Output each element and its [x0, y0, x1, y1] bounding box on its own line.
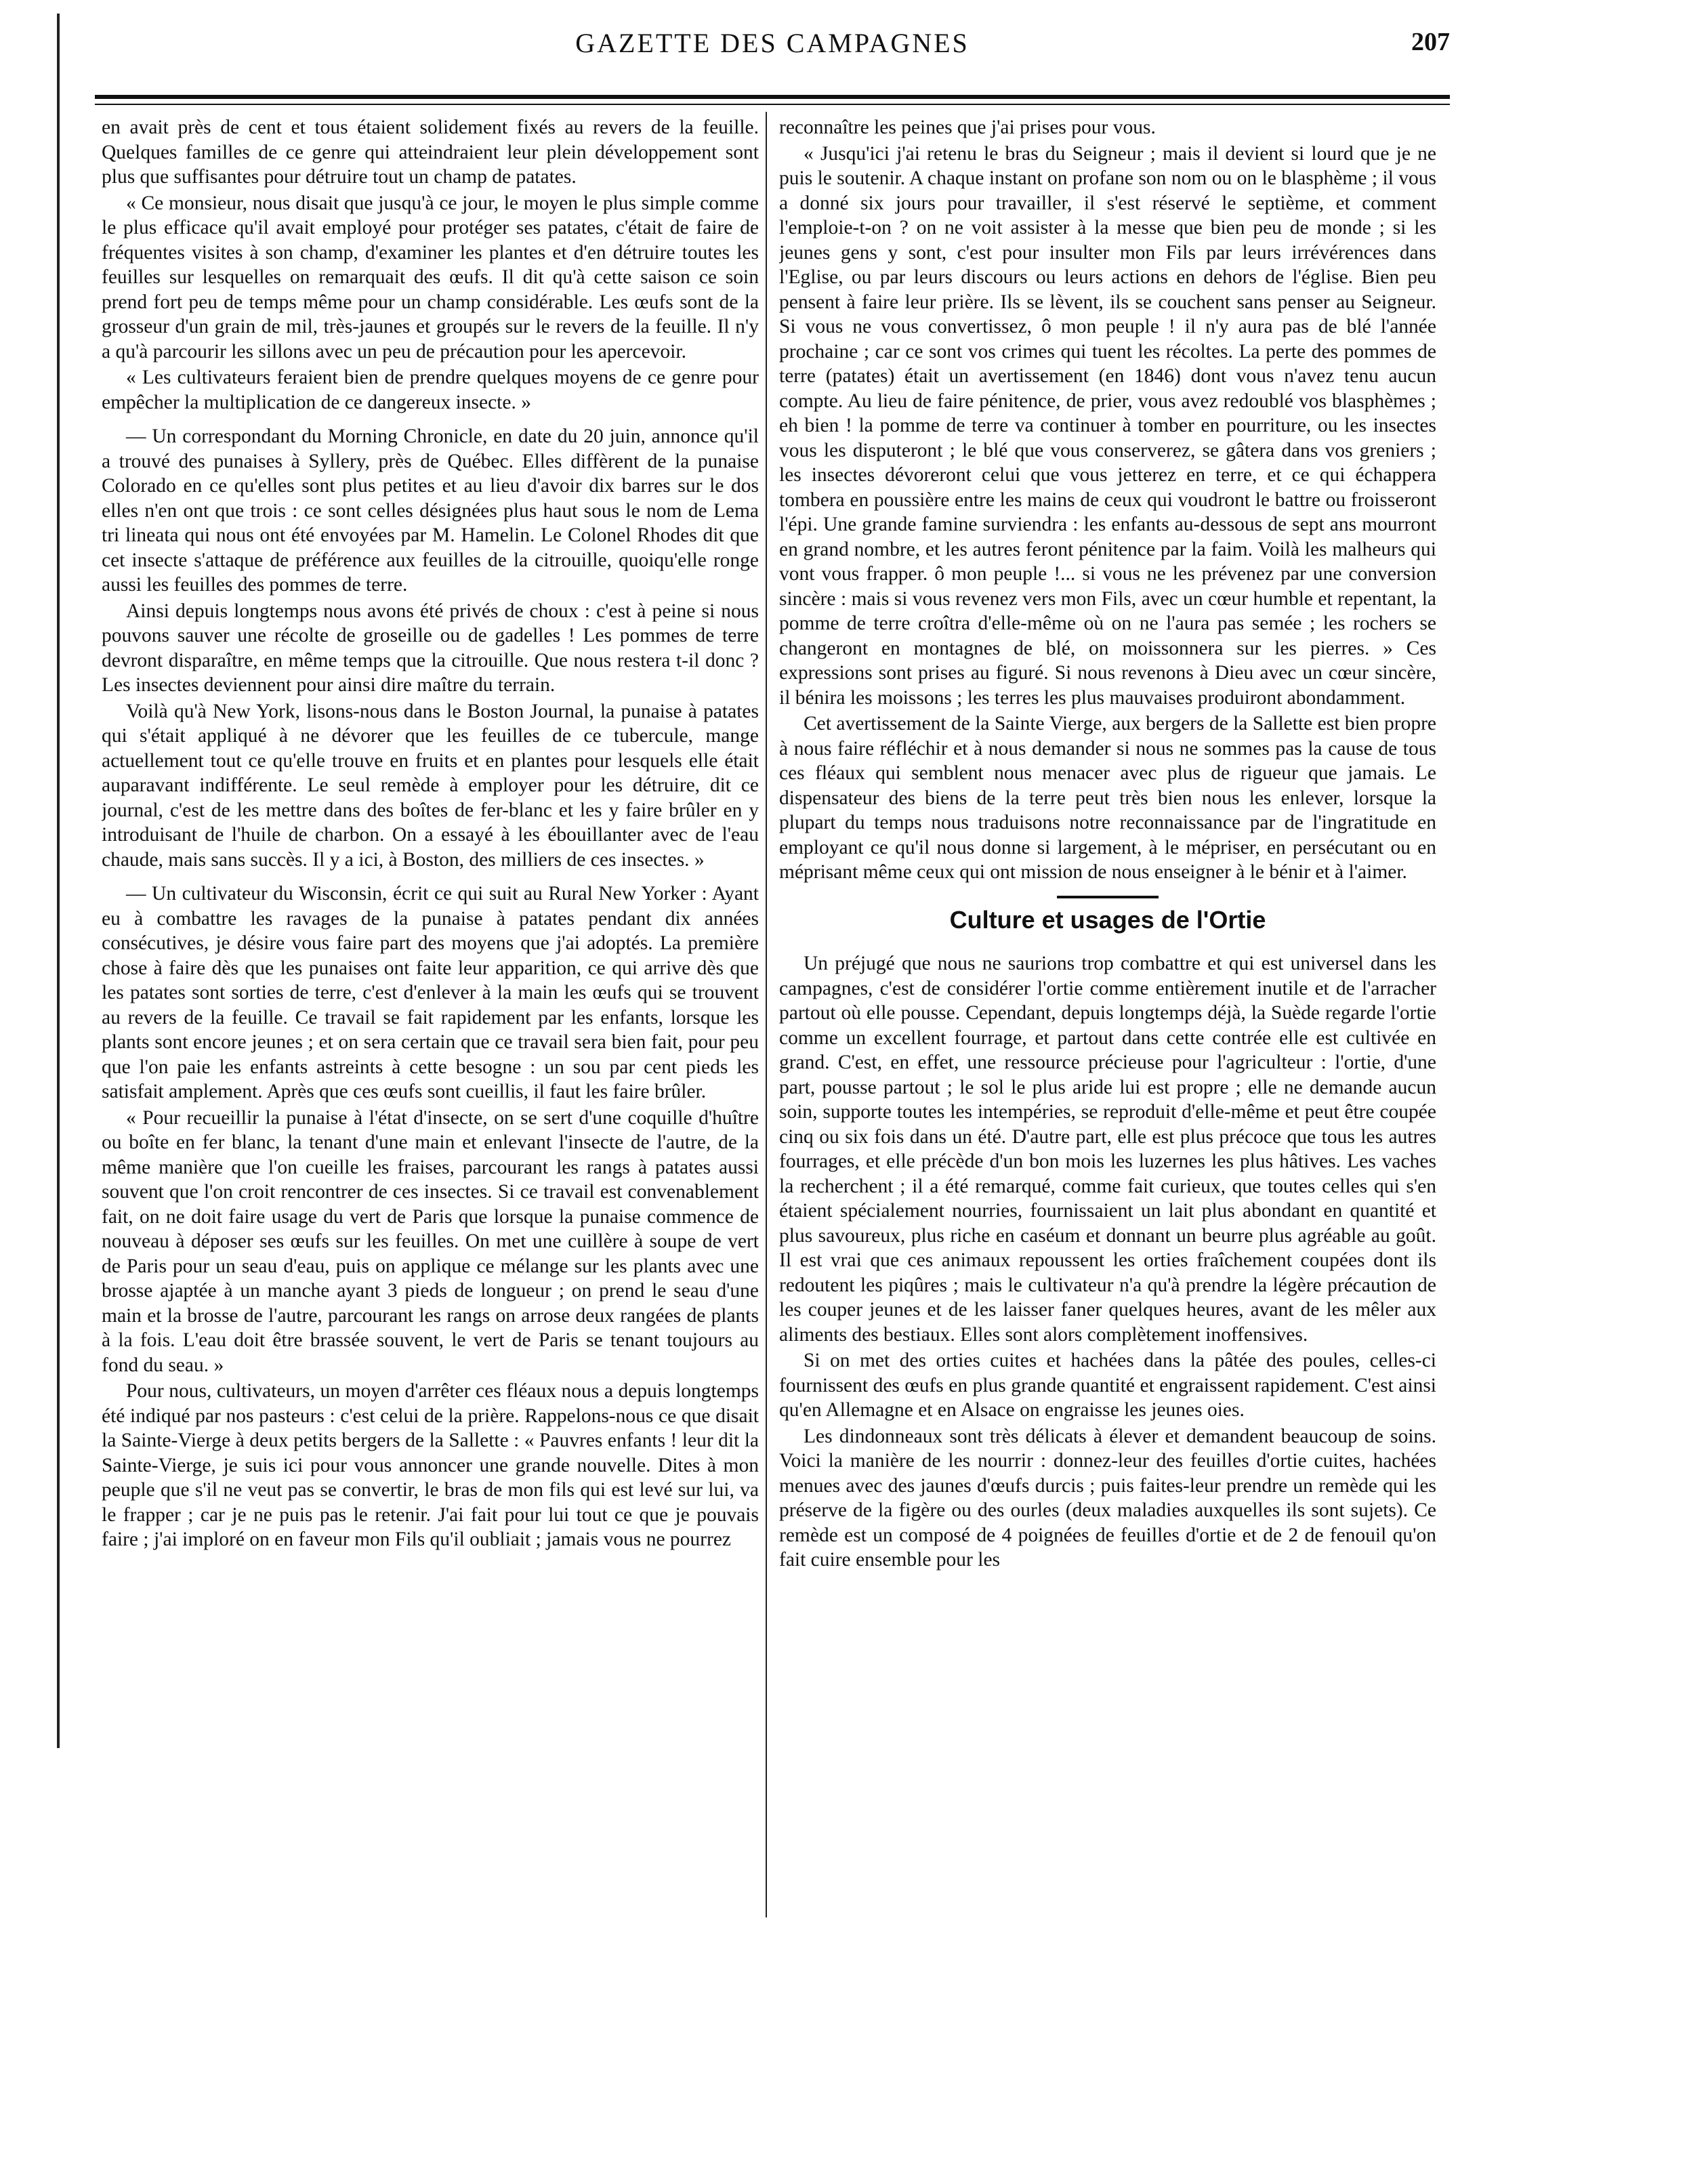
section-heading: Culture et usages de l'Ortie: [949, 905, 1266, 934]
paragraph: Voilà qu'à New York, lisons-nous dans le Boston Journal, la punaise à patates qui s'était appliqué à ne dévorer que les feuilles de ce tubercule, mange actuellement tout ce qu'elle trouve en fruits et en plantes pour lesquels elle était auparavant indifférente. Le seul remède à employer pour les détruire, dit ce journal, c'est de les mettre dans des boîtes de fer-blanc et les y faire brûler en y introduisant de l'huile de charbon. On a essayé à les ébouillanter avec de l'eau chaude, mais sans succès. Il y a ici, à Boston, des milliers de ces insectes. »: [102, 700, 759, 871]
page-number: 207: [1411, 28, 1450, 56]
paragraph: reconnaître les peines que j'ai prises pour vous.: [779, 117, 1156, 138]
paragraph: Un préjugé que nous ne saurions trop combattre et qui est universel dans les campagnes, c'est de considérer l'ortie comme entièrement inutile et de l'arracher partout où elle pousse. Cependant, depuis longtemps déjà, la Suède regarde l'ortie comme un excellent fourrage, et partout dans cette contrée elle est cultivée en grand. C'est, en effet, une ressource précieuse pour l'agriculteur : l'ortie, d'une part, pousse partout ; le sol le plus aride lui est propre ; elle ne demande aucun soin, supporte toutes les intempéries, se reproduit d'elle-même et peut être coupée cinq ou six fois dans un été. D'autre part, elle est plus précoce que tous les autres fourrages, et elle précède d'un bon mois les luzernes les plus hâtives. Les vaches la recherchent ; il a été remarqué, comme fait curieux, que toutes celles qui s'en étaient spécialement nourries, fournissaient un lait plus abondant en quantité et plus savoureux, plus riche en caséum et donnant un beurre plus agréable au goût. Il est vrai que ces animaux repoussent les orties fraîchement coupées dont ils redoutent les piqûres ; mais le cultivateur n'a qu'à prendre la légère précaution de les couper jeunes et de les laisser faner quelques heures, avant de les mêler aux aliments des bestiaux. Elles sont alors complètement inoffensives.: [779, 953, 1436, 1346]
paragraph: Cet avertissement de la Sainte Vierge, aux bergers de la Sallette est bien propre à nous faire réfléchir et à nous demander si nous ne sommes pas la cause de tous ces fléaux qui semblent nous menacer avec plus de rigueur que jamais. Le dispensateur des biens de la terre peut très bien nous les enlever, lorsque la plupart du temps nous traduisons notre reconnaissance par de l'ingratitude en employant ce qu'il nous donne si largement, à le mépriser, en persécutant ou en méprisant même ceux qui ont mission de nous enseigner à le bénir et à l'aimer.: [779, 713, 1436, 883]
paragraph: « Ce monsieur, nous disait que jusqu'à ce jour, le moyen le plus simple comme le plus efficace qu'il avait employé pour protéger ses patates, c'était de faire de fréquentes visites à son champ, d'examiner les plantes et d'en détruire toutes les feuilles sur lesquelles on remarquait des œufs. Il dit qu'à cette saison ce soin prend fort peu de temps même pour un champ considérable. Les œufs sont de la grosseur d'un grain de mil, très-jaunes et groupés sur le revers de la feuille. Il n'y a qu'à parcourir les sillons avec un peu de précaution pour les apercevoir.: [102, 192, 759, 362]
paragraph: « Pour recueillir la punaise à l'état d'insecte, on se sert d'une coquille d'huître ou boîte en fer blanc, la tenant d'une main et enlevant l'insecte de l'autre, de la même manière que l'on cueille les fraises, parcourant les rangs à patates aussi souvent que l'on croit rencontrer de ces insectes. Si ce travail est convenablement fait, on ne doit faire usage du vert de Paris que lorsque la punaise commence de nouveau à déposer ses œufs sur les feuilles. On met une cuillère à soupe de vert de Paris pour un seau d'eau, puis on applique ce mélange sur les plants avec une brosse ajaptée à un manche ayant 3 pieds de longueur ; on prend le seau d'une main et la brosse de l'autre, parcourant les rangs on arrose deux rangées de plants à la fois. L'eau doit être brassée souvent, le vert de Paris se tenant toujours au fond du seau. »: [102, 1106, 759, 1376]
masthead: GAZETTE DES CAMPAGNES: [575, 28, 970, 58]
right-column: [779, 115, 1436, 1917]
page-header: [95, 27, 1450, 68]
paragraph: — Un correspondant du Morning Chronicle, en date du 20 juin, annonce qu'il a trouvé des punaises à Syllery, près de Québec. Elles diffèrent de la punaise Colorado en ce qu'elles sont plus petites et au lieu d'avoir dix barres sur le dos elles n'en ont que trois : ce sont celles désignées plus haut sous le nom de Lema tri lineata qui nous ont été envoyées par M. Hamelin. Le Colonel Rhodes dit que cet insecte s'attaque de préférence aux feuilles de la citrouille, quoiqu'elle ronge aussi les feuilles des pommes de terre.: [102, 425, 759, 596]
section-divider: [1057, 896, 1159, 898]
paragraph: Pour nous, cultivateurs, un moyen d'arrêter ces fléaux nous a depuis longtemps été indiqué par nos pasteurs : c'est celui de la prière. Rappelons-nous ce que disait la Sainte-Vierge à deux petits bergers de la Sallette : « Pauvres enfants ! leur dit la Sainte-Vierge, je suis ici pour vous annoncer une grande nouvelle. Dites à mon peuple que s'il ne veut pas se convertir, le bras de mon fils qui est levé sur lui, va le frapper ; car je ne puis pas le retenir. J'ai fait pour lui tout ce que je pouvais faire ; j'ai imploré on en faveur mon Fils qu'il oubliait ; jamais vous ne pourrez: [102, 1380, 759, 1550]
margin-line: [57, 14, 60, 1748]
paragraph: en avait près de cent et tous étaient solidement fixés au revers de la feuille. Quelques familles de ce genre qui atteindraient leur plein développement sont plus que suffisantes pour détruire tout un champ de patates.: [102, 117, 759, 188]
paragraph: — Un cultivateur du Wisconsin, écrit ce qui suit au Rural New Yorker : Ayant eu à combattre les ravages de la punaise à patates pendant dix années consécutives, je désire vous faire part des moyens que j'ai adoptés. La première chose à faire dès que les punaises ont faite leur apparition, ce qui arrive dès que les patates sont sorties de terre, c'est d'enlever à la main les œufs qui se trouvent au revers de la feuille. Ce travail se fait rapidement par les enfants, lorsque les plants sont encore jeunes ; et on sera certain que ce travail sera bien fait, pour peu que l'on paie les enfants astreints à cette besogne : un sou par cent pieds les satisfait amplement. Après que ces œufs sont cueillis, il faut les faire brûler.: [102, 883, 759, 1102]
paragraph: Si on met des orties cuites et hachées dans la pâtée des poules, celles-ci fournissent des œufs en plus grande quantité et engraissent rapidement. C'est ainsi qu'en Allemagne et en Alsace on engraisse les jeunes oies.: [779, 1350, 1436, 1421]
header-rule-thick: [95, 95, 1450, 99]
paragraph: « Jusqu'ici j'ai retenu le bras du Seigneur ; mais il devient si lourd que je ne puis le soutenir. A chaque instant on profane son nom ou on le blasphème ; il vous a donné six jours pour travailler, il s'est réservé le septième, et comment l'emploie-t-on ? on ne voit assister à la messe que bien peu de monde ; si les jeunes gens y sont, c'est pour insulter mon Fils par leurs irrévérences dans l'Eglise, ou par leurs discours ou leurs actions en dehors de l'église. Bien peu pensent à faire leur prière. Ils se lèvent, ils se couchent sans penser au Seigneur. Si vous ne vous convertissez, ô mon peuple ! il n'y aura pas de blé l'année prochaine ; car ce sont vos crimes qui tuent les récoltes. La perte des pommes de terre (patates) était un avertissement (en 1846) dont vous n'avez tenu aucun compte. Au lieu de faire pénitence, de prier, vous avez redoublé vos blasphèmes ; eh bien ! la pomme de terre va continuer à tomber en pourriture, ou les insectes vous les disputeront ; le blé que vous conserverez, se gâtera dans vos greniers ; les insectes dévoreront celui que vous jetterez en terre, et ce qui échappera tombera en poussière entre les mains de ceux qui voudront le battre ou froisseront l'épi. Une grande famine surviendra : les enfants au-dessous de sept ans mourront en grand nombre, et les autres feront pénitence par la faim. Voilà les malheurs qui vont vous frapper. ô mon peuple !... si vous ne les prévenez par une conversion sincère : mais si vous revenez vers mon Fils, avec un cœur humble et repentant, la pomme de terre croîtra d'elle-même où on ne l'aura pas semée ; les rochers se changeront en montagnes de blé, on moissonnera sur les pierres. » Ces expressions sont prises au figuré. Si nous revenons à Dieu avec un cœur sincère, il bénira les moissons ; les terres les plus mauvaises produiront abondamment.: [779, 142, 1436, 709]
paragraph: Les dindonneaux sont très délicats à élever et demandent beaucoup de soins. Voici la manière de les nourrir : donnez-leur des feuilles d'ortie cuites, hachées menues avec des jaunes d'œufs durcis ; puis faites-leur prendre un remède qui les préserve de la figère ou des ourles (deux maladies auxquelles ils sont sujets). Ce remède est un composé de 4 poignées de feuilles d'ortie et de 2 de fenouil qu'on fait cuire ensemble pour les: [779, 1425, 1436, 1571]
left-column: [102, 115, 759, 1917]
paragraph: « Les cultivateurs feraient bien de prendre quelques moyens de ce genre pour empêcher la multiplication de ce dangereux insecte. »: [102, 367, 759, 413]
column-divider: [766, 112, 767, 1917]
header-rule-thin: [95, 104, 1450, 105]
paragraph: Ainsi depuis longtemps nous avons été privés de choux : c'est à peine si nous pouvons sauver une récolte de groseille ou de gadelles ! Les pommes de terre devront disparaître, en même temps que la citrouille. Que nous restera t-il donc ? Les insectes deviennent pour ainsi dire maître du terrain.: [102, 600, 759, 696]
